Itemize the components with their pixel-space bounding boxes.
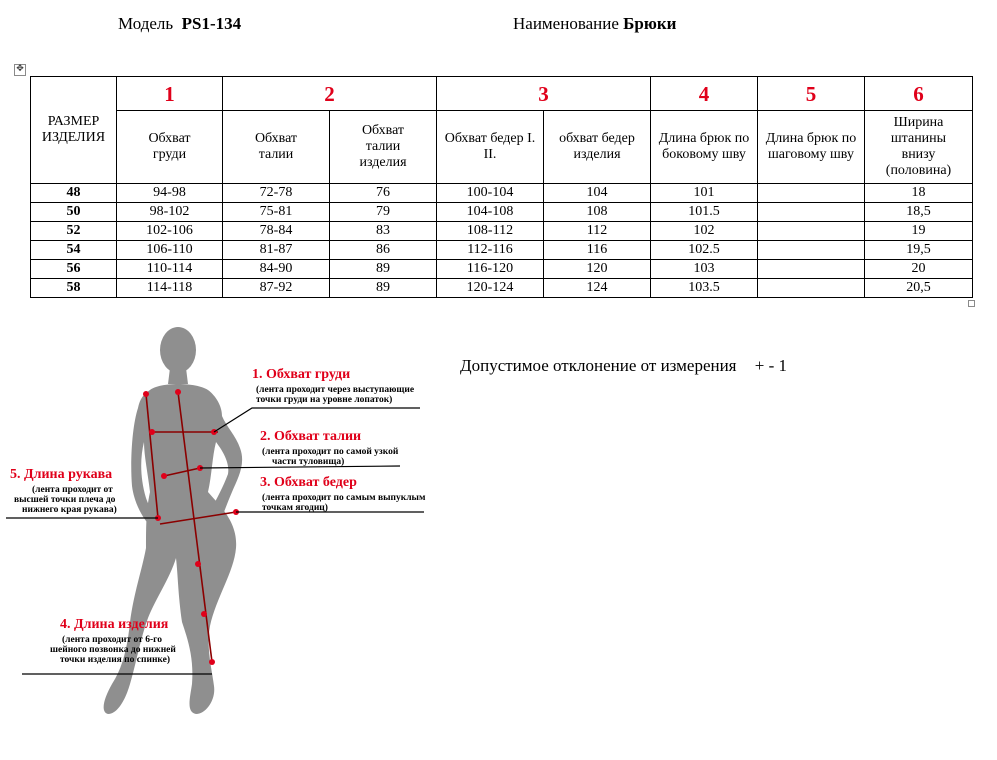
table-cell: 112: [544, 222, 651, 241]
table-cell: 79: [330, 203, 437, 222]
size-cell: 48: [31, 184, 117, 203]
table-cell: 86: [330, 241, 437, 260]
table-cell: 120: [544, 260, 651, 279]
col-header-chest: [117, 111, 223, 184]
table-cell: 89: [330, 260, 437, 279]
size-table: [30, 76, 973, 298]
table-cell: 108: [544, 203, 651, 222]
table-cell: 19: [865, 222, 973, 241]
col-header-text: Ширина штанины внизу (половина): [885, 115, 952, 178]
col-header-garment-hips: [544, 111, 651, 184]
group-number-row: [31, 77, 973, 111]
table-cell: 102.5: [651, 241, 758, 260]
m1-title: 1. Обхват груди: [252, 367, 351, 382]
size-cell: 52: [31, 222, 117, 241]
product-name-value: Брюки: [623, 14, 677, 33]
table-move-icon[interactable]: ✥: [14, 64, 26, 76]
table-cell: 102-106: [117, 222, 223, 241]
table-cell: 89: [330, 279, 437, 298]
product-name-label: Наименование: [513, 14, 619, 33]
table-cell: 116: [544, 241, 651, 260]
table-cell: 20: [865, 260, 973, 279]
table-cell: 106-110: [117, 241, 223, 260]
table-cell: 20,5: [865, 279, 973, 298]
m5-note-3: нижнего края рукава): [22, 505, 117, 515]
table-row: [31, 260, 973, 279]
col-header-text: Обхват груди: [148, 131, 191, 162]
col-header-text: обхват бедер изделия: [559, 131, 635, 162]
table-cell: 72-78: [223, 184, 330, 203]
m2-title: 2. Обхват талии: [260, 429, 362, 444]
table-cell: 102: [651, 222, 758, 241]
table-cell: [758, 260, 865, 279]
col-header-text: Обхват бедер I. II.: [444, 131, 536, 162]
m4-note-3: точки изделия по спинке): [60, 655, 171, 665]
table-cell: [758, 203, 865, 222]
col-header-side-length: [651, 111, 758, 184]
table-cell: 110-114: [117, 260, 223, 279]
table-cell: [758, 241, 865, 260]
table-cell: 112-116: [437, 241, 544, 260]
size-cell: 50: [31, 203, 117, 222]
table-cell: 104-108: [437, 203, 544, 222]
table-row: [31, 222, 973, 241]
col-header-waist: [223, 111, 330, 184]
table-cell: 116-120: [437, 260, 544, 279]
m2-note-1: (лента проходит по самой узкой: [262, 447, 399, 457]
size-cell: 56: [31, 260, 117, 279]
table-row: [31, 203, 973, 222]
group-number-5: 5: [758, 77, 865, 111]
group-number-3: 3: [437, 77, 651, 111]
col-header-garment-waist: [330, 111, 437, 184]
col-header-text: Длина брюк по боковому шву: [658, 131, 750, 162]
table-row: [31, 241, 973, 260]
table-cell: 87-92: [223, 279, 330, 298]
m5-note-1: (лента проходит от: [32, 485, 113, 495]
table-cell: 19,5: [865, 241, 973, 260]
tolerance-note: [460, 356, 787, 376]
m2-note-2: части туловища): [272, 457, 345, 467]
table-cell: 101.5: [651, 203, 758, 222]
col-header-text: Длина брюк по шаговому шву: [765, 131, 857, 162]
m3-note-1: (лента проходит по самым выпуклым: [262, 493, 426, 503]
m1-note-2: точки груди на уровне лопаток): [256, 395, 393, 405]
size-header-cell: [31, 77, 117, 184]
table-cell: 101: [651, 184, 758, 203]
size-cell: 54: [31, 241, 117, 260]
column-header-row: [31, 111, 973, 184]
table-cell: [758, 184, 865, 203]
m5-note-2: высшей точки плеча до: [14, 495, 116, 505]
table-row: [31, 279, 973, 298]
table-cell: 104: [544, 184, 651, 203]
table-cell: 75-81: [223, 203, 330, 222]
table-cell: 108-112: [437, 222, 544, 241]
table-cell: 84-90: [223, 260, 330, 279]
m4-title: 4. Длина изделия: [60, 617, 169, 632]
table-row: [31, 184, 973, 203]
col-header-hips: [437, 111, 544, 184]
table-cell: 98-102: [117, 203, 223, 222]
table-cell: [758, 222, 865, 241]
group-number-4: 4: [651, 77, 758, 111]
table-cell: 18,5: [865, 203, 973, 222]
m5-title: 5. Длина рукава: [10, 467, 113, 482]
table-cell: 94-98: [117, 184, 223, 203]
group-number-1: 1: [117, 77, 223, 111]
table-resize-handle[interactable]: [968, 300, 975, 307]
table-cell: 114-118: [117, 279, 223, 298]
tolerance-value: + - 1: [754, 356, 787, 375]
m3-title: 3. Обхват бедер: [260, 475, 357, 490]
model-heading: [118, 14, 241, 34]
model-value: PS1-134: [181, 14, 242, 33]
col-header-inseam-length: [758, 111, 865, 184]
m4-note-2: шейного позвонка до нижней: [50, 645, 176, 655]
table-cell: 120-124: [437, 279, 544, 298]
tolerance-label: Допустимое отклонение от измерения: [460, 356, 737, 375]
col-header-text: Обхват талии изделия: [359, 123, 407, 170]
m3-note-2: точкам ягодиц): [262, 503, 328, 513]
size-header: РАЗМЕР ИЗДЕЛИЯ: [41, 114, 106, 145]
table-cell: 124: [544, 279, 651, 298]
table-cell: 78-84: [223, 222, 330, 241]
product-name-heading: [513, 14, 676, 34]
table-cell: 76: [330, 184, 437, 203]
col-header-leg-width: [865, 111, 973, 184]
table-cell: 18: [865, 184, 973, 203]
m1-note-1: (лента проходит через выступающие: [256, 385, 415, 395]
m4-note-1: (лента проходит от 6-го: [62, 635, 162, 645]
table-cell: [758, 279, 865, 298]
table-cell: 83: [330, 222, 437, 241]
col-header-text: Обхват талии: [254, 131, 298, 162]
table-cell: 100-104: [437, 184, 544, 203]
group-number-6: 6: [865, 77, 973, 111]
table-cell: 81-87: [223, 241, 330, 260]
table-cell: 103: [651, 260, 758, 279]
measurement-diagram: [0, 322, 460, 722]
model-label: Модель: [118, 14, 174, 33]
group-number-2: 2: [223, 77, 437, 111]
size-cell: 58: [31, 279, 117, 298]
table-cell: 103.5: [651, 279, 758, 298]
